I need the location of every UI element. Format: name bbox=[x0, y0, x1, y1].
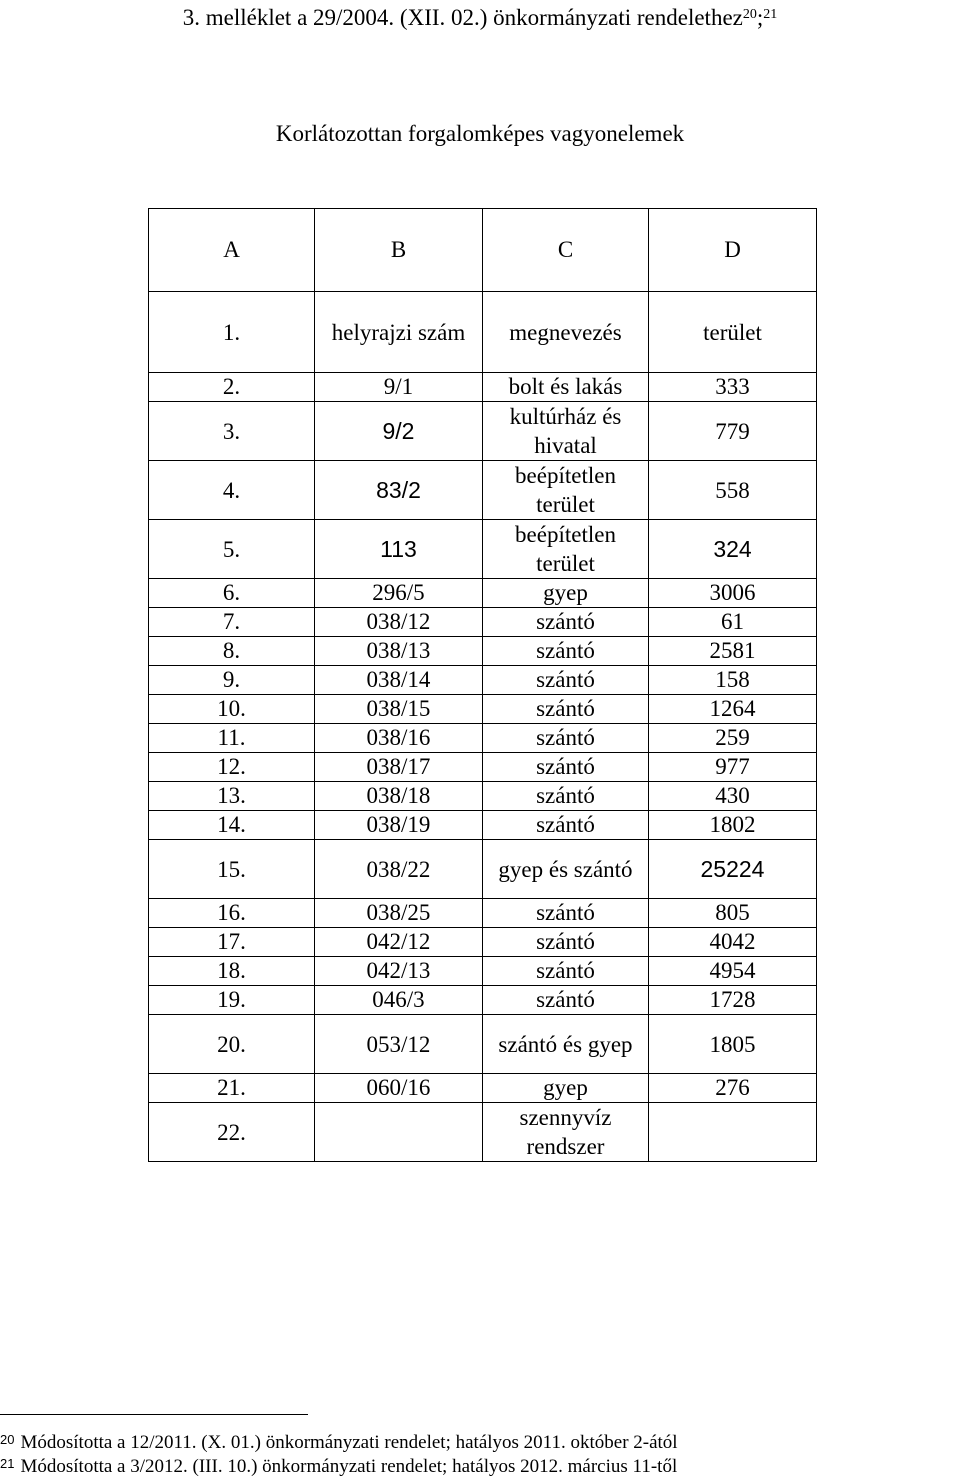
parcel-number-cell: 83/2 bbox=[315, 461, 483, 520]
area-cell: 1802 bbox=[649, 811, 817, 840]
name-cell: szántó bbox=[483, 753, 649, 782]
table-row bbox=[149, 461, 817, 520]
area-cell: 4042 bbox=[649, 928, 817, 957]
row-number-cell: 5. bbox=[149, 520, 315, 579]
row-number-cell: 9. bbox=[149, 666, 315, 695]
parcel-number-cell: 038/25 bbox=[315, 899, 483, 928]
table-row bbox=[149, 579, 817, 608]
parcel-number-cell: 038/16 bbox=[315, 724, 483, 753]
area-cell: 430 bbox=[649, 782, 817, 811]
parcel-number-cell: 038/18 bbox=[315, 782, 483, 811]
row-number-cell: 12. bbox=[149, 753, 315, 782]
parcel-number-cell: 060/16 bbox=[315, 1074, 483, 1103]
area-cell: 1728 bbox=[649, 986, 817, 1015]
parcel-number-cell: 038/15 bbox=[315, 695, 483, 724]
area-cell: 324 bbox=[649, 520, 817, 579]
parcel-number-cell: 038/22 bbox=[315, 840, 483, 899]
parcel-number-cell: 9/1 bbox=[315, 373, 483, 402]
parcel-number-cell: 046/3 bbox=[315, 986, 483, 1015]
area-cell: 3006 bbox=[649, 579, 817, 608]
name-cell: szántó bbox=[483, 637, 649, 666]
parcel-number-cell: 042/13 bbox=[315, 957, 483, 986]
row-number-cell: 4. bbox=[149, 461, 315, 520]
parcel-number-cell: 038/13 bbox=[315, 637, 483, 666]
table-row bbox=[149, 608, 817, 637]
area-cell: 977 bbox=[649, 753, 817, 782]
name-cell: szántó bbox=[483, 724, 649, 753]
row-number-cell: 20. bbox=[149, 1015, 315, 1074]
area-cell: 158 bbox=[649, 666, 817, 695]
table-row bbox=[149, 666, 817, 695]
name-cell: szántó bbox=[483, 899, 649, 928]
name-cell: beépítetlen terület bbox=[483, 461, 649, 520]
column-letter-row bbox=[149, 209, 817, 292]
area-cell: 333 bbox=[649, 373, 817, 402]
row-number-cell: 19. bbox=[149, 986, 315, 1015]
table-row bbox=[149, 986, 817, 1015]
table-row bbox=[149, 402, 817, 461]
area-cell: 259 bbox=[649, 724, 817, 753]
row-number-cell: 16. bbox=[149, 899, 315, 928]
document-title: Korlátozottan forgalomképes vagyonelemek bbox=[275, 121, 685, 146]
parcel-number-cell: 9/2 bbox=[315, 402, 483, 461]
footnote-21 bbox=[0, 1455, 677, 1479]
row-number-cell: 17. bbox=[149, 928, 315, 957]
column-letter: D bbox=[649, 209, 817, 292]
table-row bbox=[149, 695, 817, 724]
parcel-number-cell: 042/12 bbox=[315, 928, 483, 957]
row-number-cell: 6. bbox=[149, 579, 315, 608]
name-cell: gyep bbox=[483, 579, 649, 608]
footnote-20 bbox=[0, 1431, 678, 1455]
row-number-cell: 18. bbox=[149, 957, 315, 986]
header-row-number: 1. bbox=[149, 292, 315, 373]
table-row bbox=[149, 840, 817, 899]
row-number-cell: 13. bbox=[149, 782, 315, 811]
area-cell: 558 bbox=[649, 461, 817, 520]
area-cell: 61 bbox=[649, 608, 817, 637]
table-row bbox=[149, 782, 817, 811]
footnote-number: 21 bbox=[0, 1456, 15, 1471]
area-cell: 1805 bbox=[649, 1015, 817, 1074]
header-name: megnevezés bbox=[483, 292, 649, 373]
area-cell: 4954 bbox=[649, 957, 817, 986]
name-cell: beépítetlen terület bbox=[483, 520, 649, 579]
parcel-number-cell: 038/17 bbox=[315, 753, 483, 782]
area-cell: 276 bbox=[649, 1074, 817, 1103]
table-body bbox=[149, 373, 817, 1162]
footnote-ref-21[interactable]: 21 bbox=[763, 7, 778, 22]
row-number-cell: 21. bbox=[149, 1074, 315, 1103]
table-row bbox=[149, 753, 817, 782]
footnote-ref-separator: ; bbox=[756, 5, 764, 30]
row-number-cell: 3. bbox=[149, 402, 315, 461]
table-row bbox=[149, 1074, 817, 1103]
row-number-cell: 22. bbox=[149, 1103, 315, 1162]
area-cell: 2581 bbox=[649, 637, 817, 666]
footnote-ref-20[interactable]: 20 bbox=[742, 7, 757, 22]
name-cell: szántó bbox=[483, 811, 649, 840]
column-letter: B bbox=[315, 209, 483, 292]
name-cell: szántó bbox=[483, 666, 649, 695]
row-number-cell: 15. bbox=[149, 840, 315, 899]
row-number-cell: 7. bbox=[149, 608, 315, 637]
name-cell: szántó bbox=[483, 695, 649, 724]
name-cell: kultúrház és hivatal bbox=[483, 402, 649, 461]
name-cell: szántó bbox=[483, 957, 649, 986]
footnote-text: Módosította a 3/2012. (III. 10.) önkormányzati rendelet; hatályos 2012. március 11-től bbox=[20, 1456, 678, 1477]
row-number-cell: 8. bbox=[149, 637, 315, 666]
parcel-number-cell bbox=[315, 1103, 483, 1162]
column-letter: A bbox=[149, 209, 315, 292]
table-row bbox=[149, 928, 817, 957]
table-row bbox=[149, 811, 817, 840]
parcel-number-cell: 038/12 bbox=[315, 608, 483, 637]
table-row bbox=[149, 899, 817, 928]
parcel-number-cell: 113 bbox=[315, 520, 483, 579]
footnote-number: 20 bbox=[0, 1432, 15, 1447]
row-number-cell: 11. bbox=[149, 724, 315, 753]
column-letter: C bbox=[483, 209, 649, 292]
table-header-row bbox=[149, 292, 817, 373]
area-cell: 1264 bbox=[649, 695, 817, 724]
footnote-separator bbox=[0, 1414, 308, 1415]
annex-heading-text: 3. melléklet a 29/2004. (XII. 02.) önkormányzati rendelethez bbox=[182, 5, 743, 30]
row-number-cell: 2. bbox=[149, 373, 315, 402]
parcel-number-cell: 038/14 bbox=[315, 666, 483, 695]
table-row bbox=[149, 1103, 817, 1162]
row-number-cell: 14. bbox=[149, 811, 315, 840]
name-cell: szántó bbox=[483, 782, 649, 811]
table-row bbox=[149, 520, 817, 579]
area-cell: 25224 bbox=[649, 840, 817, 899]
asset-table bbox=[148, 208, 817, 1162]
name-cell: bolt és lakás bbox=[483, 373, 649, 402]
table-row bbox=[149, 724, 817, 753]
annex-heading bbox=[0, 4, 960, 32]
name-cell: szántó bbox=[483, 928, 649, 957]
footnote-text: Módosította a 12/2011. (X. 01.) önkormányzati rendelet; hatályos 2011. október 2-ától bbox=[20, 1432, 678, 1453]
parcel-number-cell: 053/12 bbox=[315, 1015, 483, 1074]
header-area: terület bbox=[649, 292, 817, 373]
name-cell: szántó bbox=[483, 986, 649, 1015]
table-row bbox=[149, 373, 817, 402]
name-cell: szántó és gyep bbox=[483, 1015, 649, 1074]
row-number-cell: 10. bbox=[149, 695, 315, 724]
table-row bbox=[149, 637, 817, 666]
name-cell: szántó bbox=[483, 608, 649, 637]
parcel-number-cell: 038/19 bbox=[315, 811, 483, 840]
area-cell: 779 bbox=[649, 402, 817, 461]
area-cell: 805 bbox=[649, 899, 817, 928]
parcel-number-cell: 296/5 bbox=[315, 579, 483, 608]
name-cell: szennyvíz rendszer bbox=[483, 1103, 649, 1162]
table-row bbox=[149, 957, 817, 986]
table-row bbox=[149, 1015, 817, 1074]
header-parcel-number: helyrajzi szám bbox=[315, 292, 483, 373]
area-cell bbox=[649, 1103, 817, 1162]
name-cell: gyep bbox=[483, 1074, 649, 1103]
name-cell: gyep és szántó bbox=[483, 840, 649, 899]
